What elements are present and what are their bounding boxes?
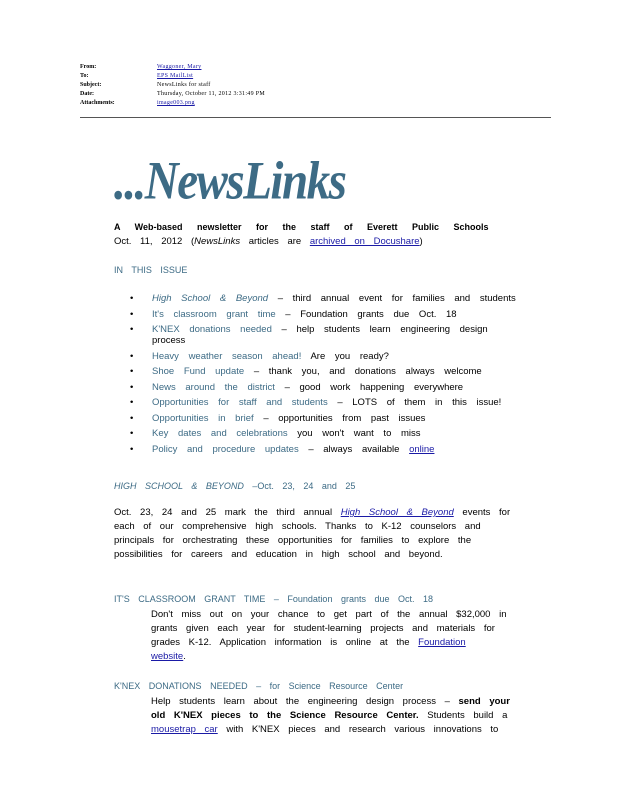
email-header [80, 64, 550, 109]
intro-newslinks: NewsLinks [194, 236, 241, 247]
hsb-text: possibilities for careers and education in high school and beyond. [114, 549, 443, 560]
header-divider [80, 117, 551, 118]
to-label: To: [80, 73, 89, 79]
toc-item[interactable] [128, 307, 516, 323]
hsb-heading-title: HIGH SCHOOL & BEYOND [114, 481, 244, 491]
grant-text: grants given each year for student-learning projects and materials for [151, 623, 495, 634]
toc-item-desc: – Foundation grants due Oct. 18 [285, 308, 457, 320]
toc-item[interactable] [128, 411, 516, 427]
toc-item-title[interactable]: Shoe Fund update [152, 366, 245, 377]
archive-link[interactable]: archived on Docushare [309, 236, 420, 247]
grant-text: . [183, 651, 186, 662]
toc-heading: IN THIS ISSUE [114, 265, 188, 275]
toc-item-desc: – opportunities from past issues [263, 412, 426, 424]
grant-text: grades K-12. Application information is online at the [151, 637, 410, 648]
subject-label: Subject: [80, 82, 102, 88]
toc-item-desc: – third annual event for families and students [277, 293, 516, 304]
toc-item-title[interactable]: It's classroom grant time [152, 308, 276, 320]
toc-item-title[interactable]: Opportunities in brief [152, 412, 254, 424]
toc-item[interactable] [128, 380, 516, 396]
newslinks-masthead: ...NewsLinks [114, 151, 346, 211]
hsb-text: Oct. 23, 24 and 25 mark the third annual [114, 507, 333, 518]
attachments-label: Attachments: [80, 100, 115, 106]
from-row [80, 64, 550, 73]
date-label: Date: [80, 91, 94, 97]
subject-value: NewsLinks for staff [157, 82, 211, 88]
toc-item[interactable] [128, 442, 516, 458]
hsb-paragraph [114, 506, 514, 562]
attachment-link[interactable]: image003.png [157, 100, 195, 106]
grant-text: Don't miss out on your chance to get part of the annual $32,000 in [151, 609, 507, 620]
foundation-website-link[interactable]: website [151, 651, 184, 662]
toc-item[interactable] [128, 395, 516, 411]
mousetrap-car-link[interactable]: mousetrap car [151, 724, 218, 735]
to-row [80, 73, 550, 82]
knex-text: with K'NEX pieces and research various innovations to [226, 724, 499, 735]
knex-paragraph [151, 695, 531, 737]
knex-bold-text: send your [458, 696, 510, 707]
hsb-link[interactable]: High School & Beyond [340, 507, 454, 518]
toc-item-title[interactable]: Key dates and celebrations [152, 428, 288, 439]
toc-item-desc: you won't want to miss [297, 428, 421, 439]
toc-item-title[interactable]: Opportunities for staff and students [152, 397, 328, 408]
toc-item-title[interactable]: Policy and procedure updates [152, 443, 299, 455]
intro-close: ) [419, 236, 423, 247]
toc-item-title[interactable]: Heavy weather season ahead! [152, 350, 302, 362]
toc-item[interactable] [128, 291, 516, 307]
to-recipient-link[interactable]: EPS MailList [157, 73, 194, 79]
toc-item-title[interactable]: News around the district [152, 381, 275, 393]
date-value: Thursday, October 11, 2012 3:31:49 PM [157, 91, 265, 97]
toc-item-desc: – thank you, and donations always welcome [253, 366, 482, 377]
hsb-text: events for [462, 507, 511, 518]
toc-item-desc: – always available [308, 443, 400, 455]
toc-item-desc: – help students learn engineering design [281, 324, 488, 335]
intro-articles-are: articles are [248, 236, 302, 247]
toc-item-title[interactable]: K'NEX donations needed [152, 324, 272, 335]
attachments-row [80, 100, 550, 109]
foundation-link[interactable]: Foundation [418, 637, 466, 648]
grant-paragraph [151, 608, 531, 664]
knex-text: Help students learn about the engineering design process – [151, 696, 450, 707]
from-label: From: [80, 64, 97, 70]
knex-text: Students build a [427, 710, 508, 721]
toc-item-desc: – good work happening everywhere [284, 381, 464, 393]
intro-date: Oct. 11, 2012 ( [114, 236, 195, 247]
knex-heading: K'NEX DONATIONS NEEDED – for Science Resource Center [114, 681, 404, 691]
intro-tagline: A Web-based newsletter for the staff of Everett Public Schools [114, 222, 489, 232]
toc-item-title[interactable]: High School & Beyond [152, 293, 269, 304]
policy-online-link[interactable]: online [409, 443, 435, 455]
hsb-heading-dates: –Oct. 23, 24 and 25 [252, 481, 356, 491]
subject-row [80, 82, 550, 91]
hsb-heading [114, 481, 355, 491]
toc-item[interactable] [128, 364, 516, 380]
toc-item[interactable] [128, 426, 516, 442]
date-row [80, 91, 550, 100]
toc-item-desc: – LOTS of them in this issue! [337, 397, 502, 408]
toc-item-continuation: process [152, 334, 186, 346]
toc-item[interactable] [128, 322, 516, 338]
toc-item[interactable] [128, 349, 516, 365]
toc-item-desc: Are you ready? [310, 350, 389, 362]
knex-bold-text: old K'NEX pieces to the Science Resource Center. [151, 710, 419, 721]
from-sender-link[interactable]: Waggoner, Mary [157, 64, 202, 70]
toc-list [128, 291, 516, 457]
intro-date-line [114, 236, 423, 247]
hsb-text: each of our comprehensive high schools. Thanks to K-12 counselors and [114, 521, 481, 532]
grant-heading: IT'S CLASSROOM GRANT TIME – Foundation grants due Oct. 18 [114, 594, 433, 604]
hsb-text: principals for orchestrating these opportunities for families to explore the [114, 535, 472, 546]
